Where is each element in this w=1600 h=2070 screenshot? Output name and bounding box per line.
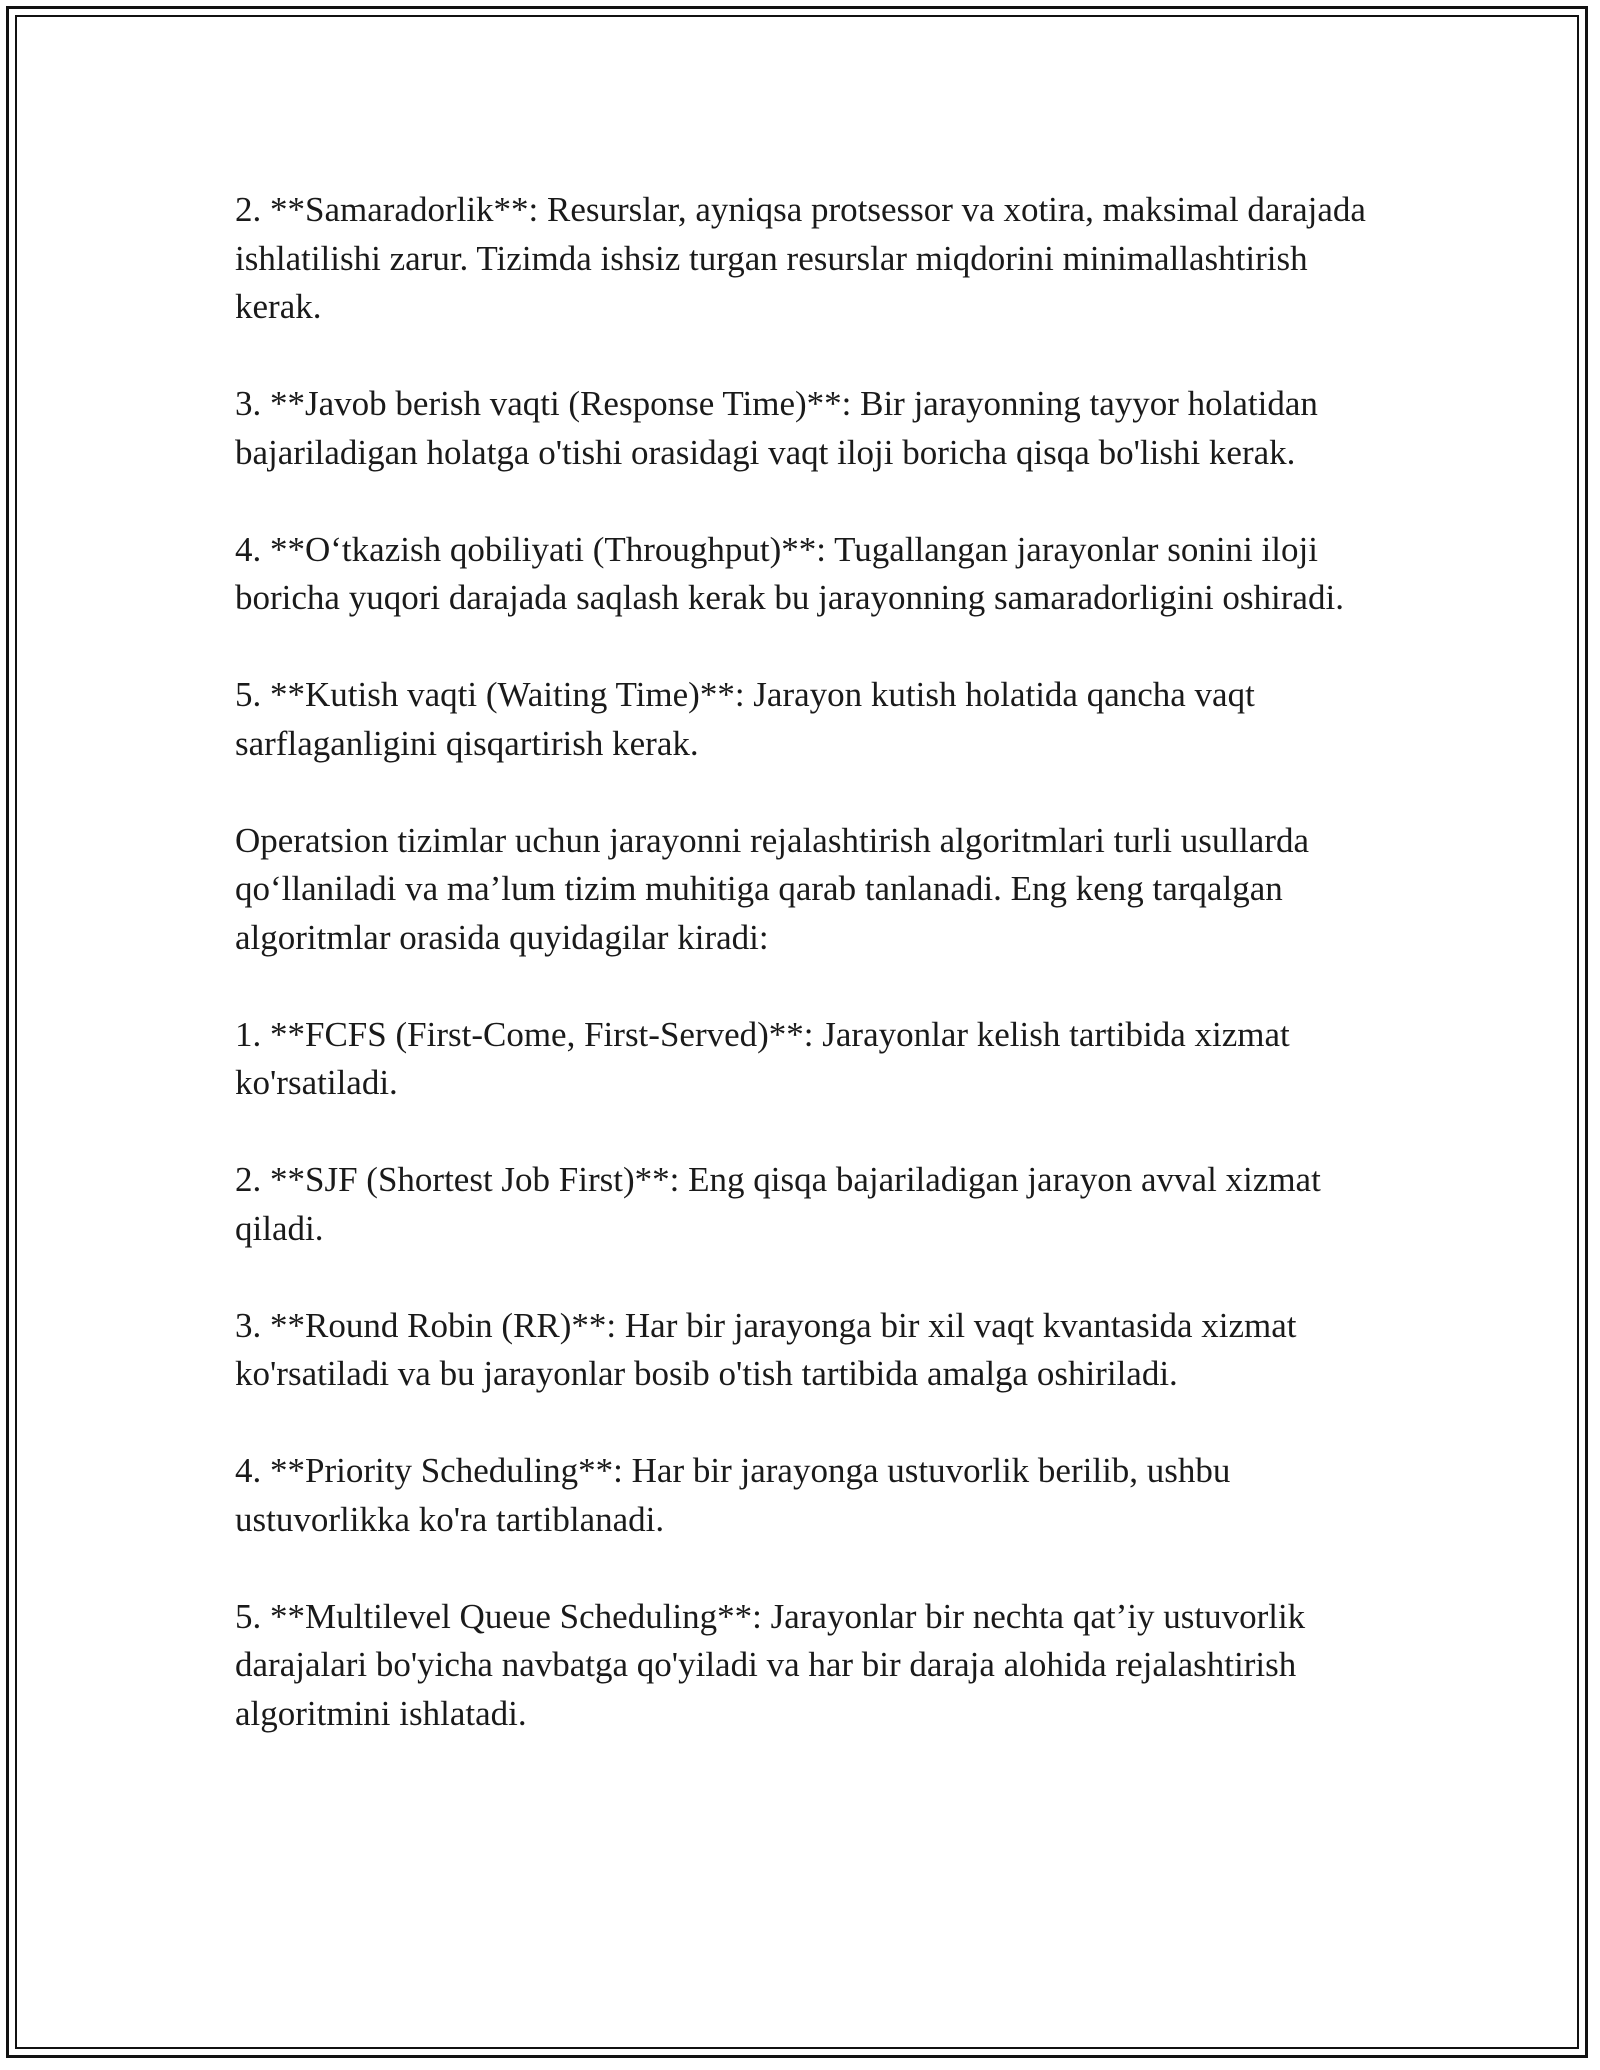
criterion-response-time-paragraph: 3. **Javob berish vaqti (Response Time)**: Bir jarayonning tayyor holatidan bajariladigan holatga o'tishi orasidagi vaqt iloji boricha qisqa bo'lishi kerak.: [235, 384, 1318, 472]
algorithm-sjf-paragraph: 2. **SJF (Shortest Job First)**: Eng qisqa bajariladigan jarayon avval xizmat qiladi.: [235, 1160, 1321, 1248]
algorithms-intro-paragraph: Operatsion tizimlar uchun jarayonni rejalashtirish algoritmlari turli usullarda qo‘llaniladi va ma’lum tizim muhitiga qarab tanlanadi. Eng keng tarqalgan algoritmlar orasida quyidagilar kiradi:: [235, 820, 1309, 957]
criterion-waiting-time-paragraph: 5. **Kutish vaqti (Waiting Time)**: Jarayon kutish holatida qancha vaqt sarflaganligini qisqartirish kerak.: [235, 675, 1255, 763]
algorithm-fcfs-paragraph: 1. **FCFS (First-Come, First-Served)**: Jarayonlar kelish tartibida xizmat ko'rsatiladi.: [235, 1014, 1290, 1102]
criterion-efficiency-paragraph: 2. **Samaradorlik**: Resurslar, ayniqsa protsessor va xotira, maksimal darajada ishlatilishi zarur. Tizimda ishsiz turgan resurslar miqdorini minimallashtirish kerak.: [235, 190, 1366, 326]
algorithm-multilevel-queue-paragraph: 5. **Multilevel Queue Scheduling**: Jarayonlar bir nechta qat’iy ustuvorlik darajalari bo'yicha navbatga qo'yiladi va har bir daraja alohida rejalashtirish algoritmini ishlatadi.: [235, 1596, 1306, 1733]
algorithm-priority-paragraph: 4. **Priority Scheduling**: Har bir jarayonga ustuvorlik berilib, ushbu ustuvorlikka ko'ra tartiblanadi.: [235, 1451, 1231, 1539]
document-body: [235, 186, 1375, 1787]
criterion-throughput-paragraph: 4. **O‘tkazish qobiliyati (Throughput)**: Tugallangan jarayonlar sonini iloji boricha yuqori darajada saqlash kerak bu jarayonning samaradorligini oshiradi.: [235, 529, 1344, 617]
algorithm-round-robin-paragraph: 3. **Round Robin (RR)**: Har bir jarayonga bir xil vaqt kvantasida xizmat ko'rsatiladi va bu jarayonlar bosib o'tish tartibida amalga oshiriladi.: [235, 1305, 1297, 1393]
